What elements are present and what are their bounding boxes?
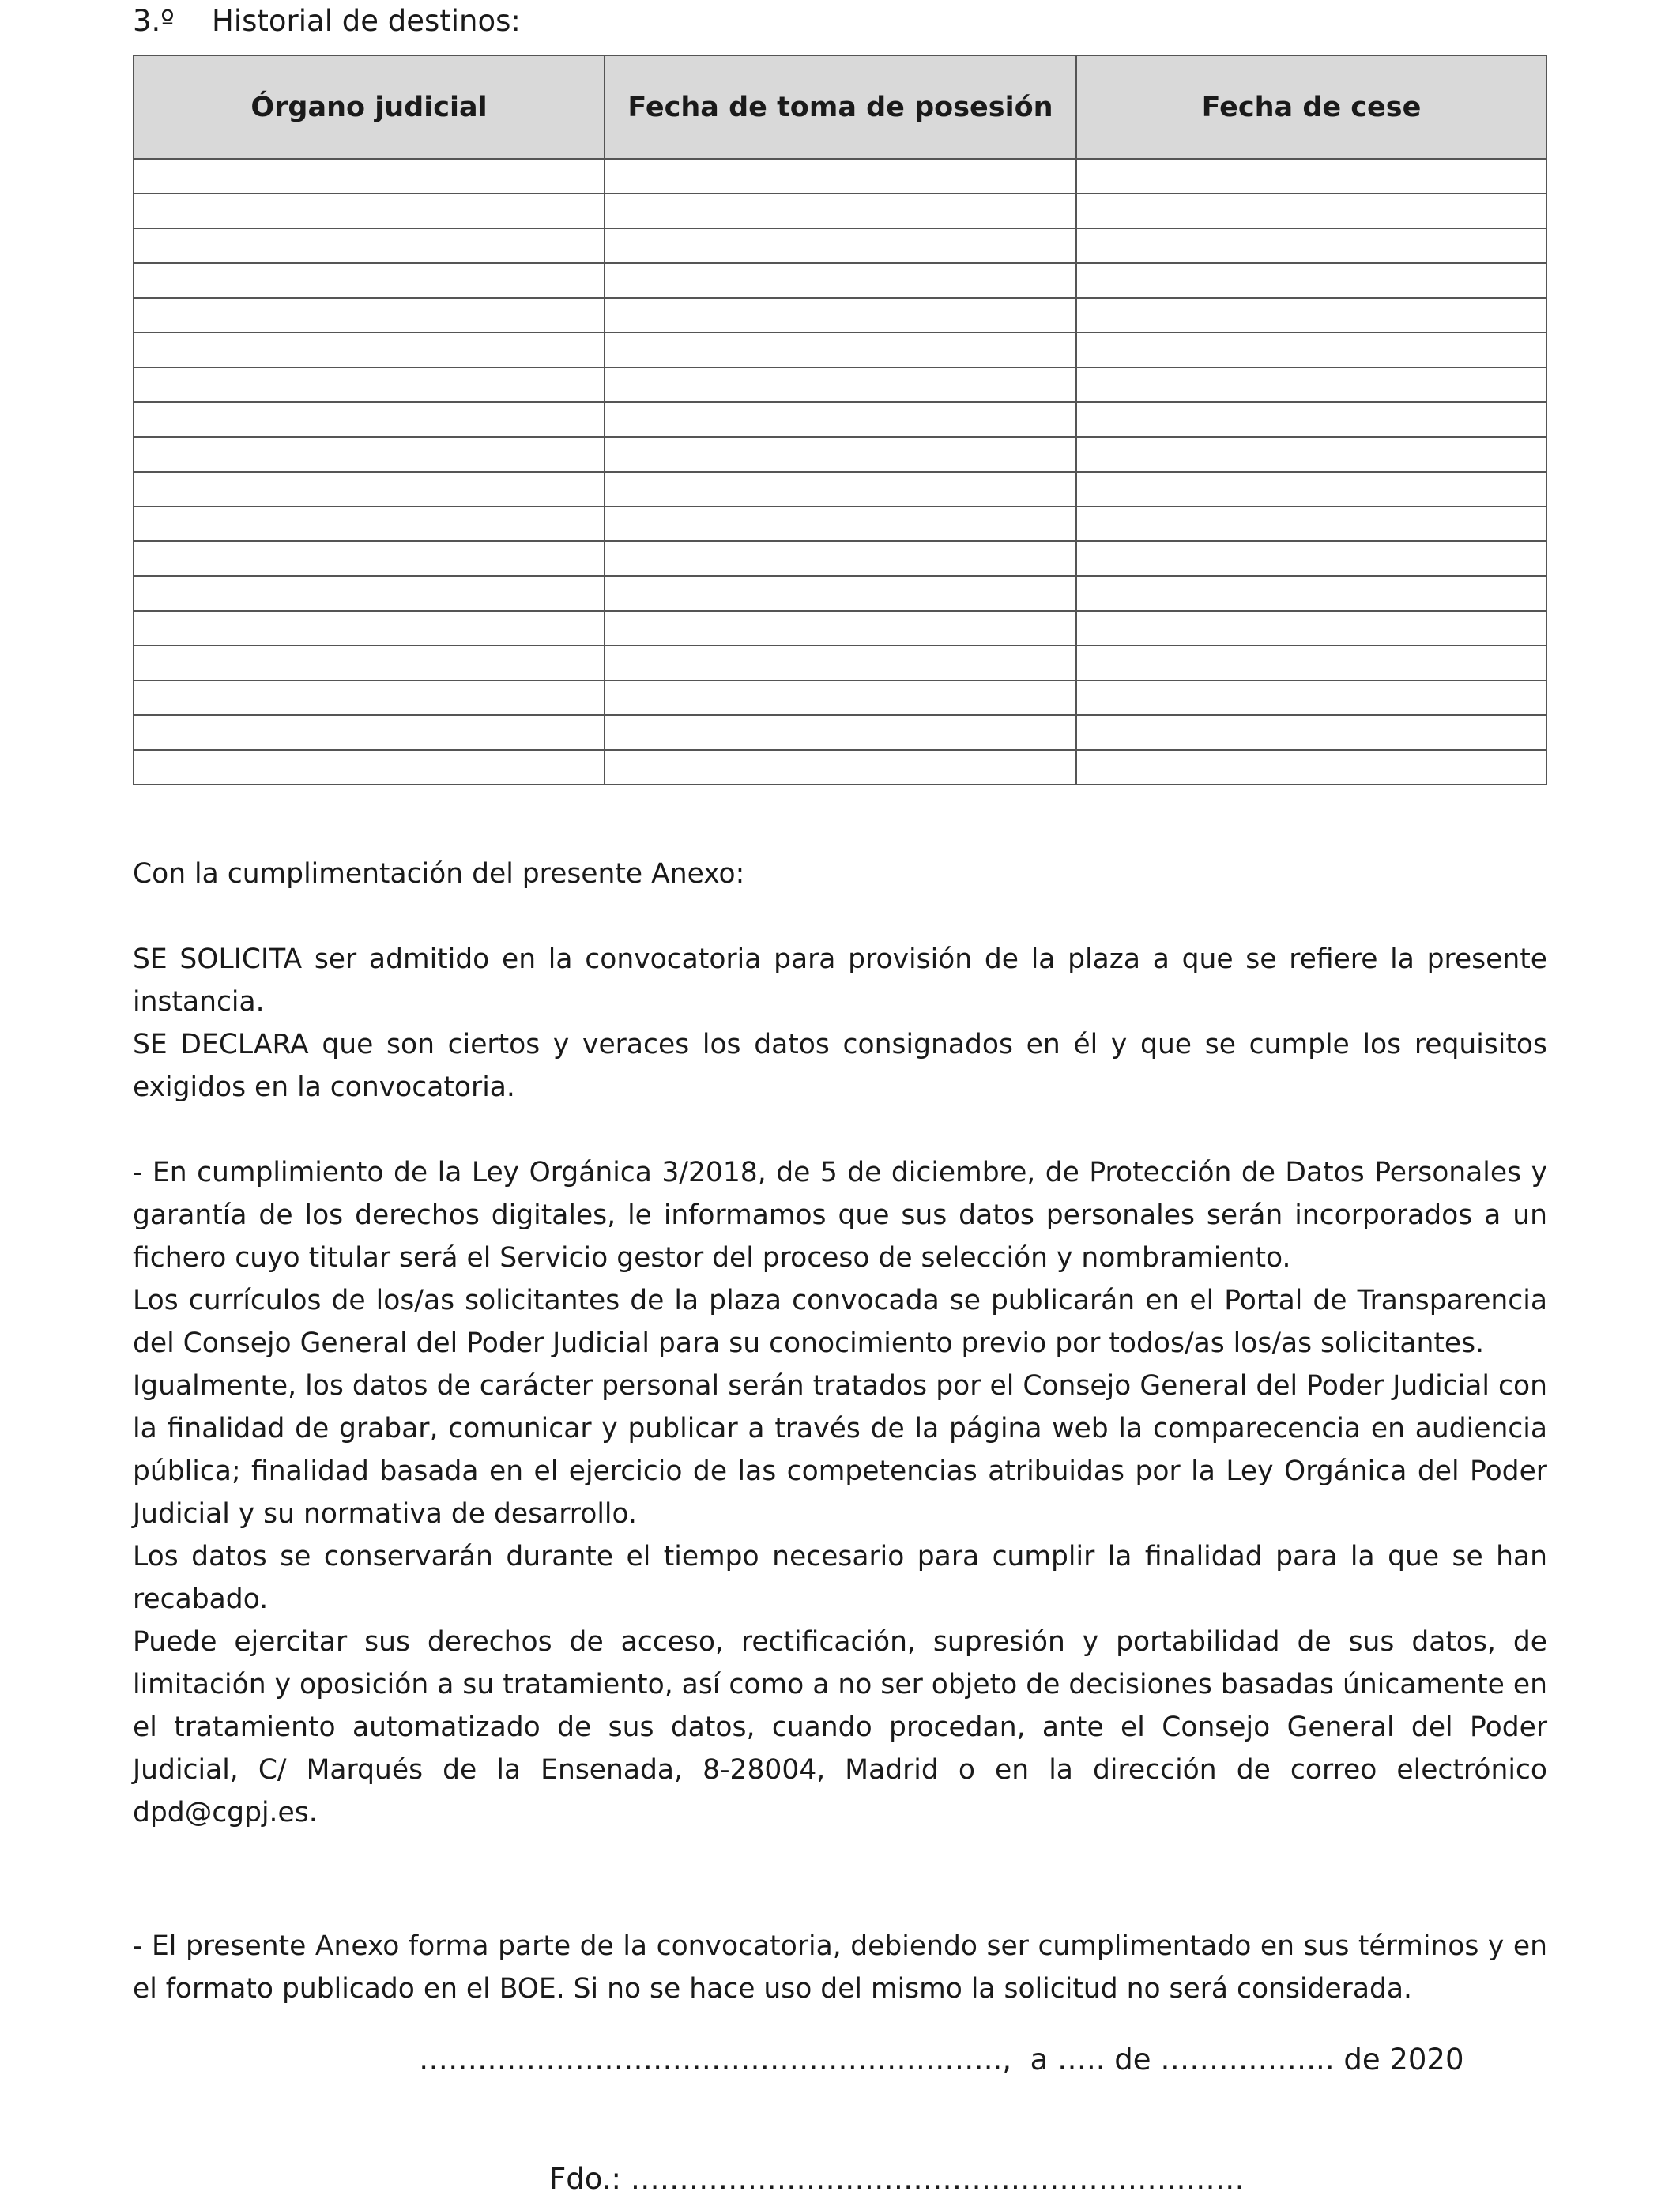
- header-fecha-toma-posesion: Fecha de toma de posesión: [605, 55, 1076, 159]
- table-cell[interactable]: [134, 194, 605, 228]
- table-row: [134, 159, 1546, 194]
- table-cell[interactable]: [134, 750, 605, 785]
- section-heading: [133, 2, 521, 41]
- table-row: [134, 646, 1546, 680]
- table-cell[interactable]: [605, 576, 1076, 611]
- annex-note-text: - El presente Anexo forma parte de la convocatoria, debiendo ser cumplimentado en sus términos y en el formato publicado en el BOE. Si no se hace uso del mismo la solicitud no será considerada.: [133, 1930, 1547, 2005]
- table-row: [134, 263, 1546, 298]
- table-cell[interactable]: [1076, 680, 1546, 715]
- table-cell[interactable]: [605, 333, 1076, 367]
- table-cell[interactable]: [134, 472, 605, 506]
- table-row: [134, 506, 1546, 541]
- intro-paragraph: [133, 853, 1547, 895]
- section-title: Historial de destinos:: [212, 4, 521, 38]
- table-cell[interactable]: [605, 506, 1076, 541]
- table-row: [134, 680, 1546, 715]
- table-cell[interactable]: [1076, 541, 1546, 576]
- table-cell[interactable]: [605, 437, 1076, 472]
- annex-note-block: [133, 1925, 1547, 2010]
- table-cell[interactable]: [1076, 646, 1546, 680]
- table-cell[interactable]: [1076, 194, 1546, 228]
- table-cell[interactable]: [605, 541, 1076, 576]
- table-cell[interactable]: [605, 611, 1076, 646]
- table-cell[interactable]: [134, 541, 605, 576]
- solicita-text: SE SOLICITA ser admitido en la convocatoria para provisión de la plaza a que se refiere la presente instancia.: [133, 943, 1547, 1018]
- table-cell[interactable]: [605, 402, 1076, 437]
- table-cell[interactable]: [134, 402, 605, 437]
- table-row: [134, 333, 1546, 367]
- table-cell[interactable]: [605, 194, 1076, 228]
- table-row: [134, 437, 1546, 472]
- table-header-row: [134, 55, 1546, 159]
- section-number: 3.º: [133, 4, 175, 38]
- table-cell[interactable]: [1076, 159, 1546, 194]
- table-cell[interactable]: [1076, 576, 1546, 611]
- table-cell[interactable]: [1076, 750, 1546, 785]
- table-cell[interactable]: [134, 263, 605, 298]
- table-row: [134, 472, 1546, 506]
- table-cell[interactable]: [1076, 298, 1546, 333]
- table-cell[interactable]: [605, 750, 1076, 785]
- table-cell[interactable]: [605, 715, 1076, 750]
- place-date-line: …………………………………………….…….., a ….. de ……………... de 2020: [419, 2043, 1464, 2077]
- table-cell[interactable]: [1076, 402, 1546, 437]
- data-protection-block: [133, 1151, 1547, 1834]
- table-cell[interactable]: [1076, 437, 1546, 472]
- table-cell[interactable]: [1076, 367, 1546, 402]
- privacy-retention-text: Los datos se conservarán durante el tiempo necesario para cumplir la finalidad para la que se han recabado.: [133, 1541, 1547, 1615]
- destinations-history-table: [133, 55, 1547, 785]
- table-cell[interactable]: [1076, 263, 1546, 298]
- privacy-treatment-text: Igualmente, los datos de carácter personal serán tratados por el Consejo General del Poder Judicial con la finalidad de grabar, comunicar y publicar a través de la página web la comparecencia en audiencia pública; finalidad basada en el ejercicio de las competencias atribuidas por la Ley Orgánica del Poder Judicial y su normativa de desarrollo.: [133, 1370, 1547, 1530]
- table-cell[interactable]: [134, 159, 605, 194]
- table-cell[interactable]: [1076, 506, 1546, 541]
- table-cell[interactable]: [134, 228, 605, 263]
- intro-text: Con la cumplimentación del presente Anexo:: [133, 858, 745, 890]
- table-cell[interactable]: [134, 715, 605, 750]
- table-row: [134, 298, 1546, 333]
- table-cell[interactable]: [1076, 715, 1546, 750]
- table-cell[interactable]: [605, 646, 1076, 680]
- table-cell[interactable]: [605, 680, 1076, 715]
- table-cell[interactable]: [605, 228, 1076, 263]
- table-cell[interactable]: [1076, 472, 1546, 506]
- table-cell[interactable]: [605, 298, 1076, 333]
- table-row: [134, 367, 1546, 402]
- header-fecha-cese: Fecha de cese: [1076, 55, 1546, 159]
- table-row: [134, 750, 1546, 785]
- table-cell[interactable]: [134, 506, 605, 541]
- table-row: [134, 194, 1546, 228]
- table-row: [134, 402, 1546, 437]
- table-row: [134, 576, 1546, 611]
- table-row: [134, 228, 1546, 263]
- table-cell[interactable]: [605, 263, 1076, 298]
- privacy-rights-text: Puede ejercitar sus derechos de acceso, rectificación, supresión y portabilidad de sus datos, de limitación y oposición a su tratamiento, así como a no ser objeto de decisiones basadas únicamente en el tratamiento automatizado de sus datos, cuando procedan, ante el Consejo General del Poder Judicial, C/ Marqués de la Ensenada, 8-28004, Madrid o en la dirección de correo electrónico dpd@cgpj.es.: [133, 1626, 1547, 1828]
- declarations-block: [133, 938, 1547, 1109]
- table-cell[interactable]: [1076, 611, 1546, 646]
- table-cell[interactable]: [134, 611, 605, 646]
- declara-text: SE DECLARA que son ciertos y veraces los datos consignados en él y que se cumple los requisitos exigidos en la convocatoria.: [133, 1029, 1547, 1103]
- table-cell[interactable]: [134, 680, 605, 715]
- table-cell[interactable]: [134, 576, 605, 611]
- table-cell[interactable]: [605, 367, 1076, 402]
- table-cell[interactable]: [134, 333, 605, 367]
- table-row: [134, 541, 1546, 576]
- table-cell[interactable]: [134, 437, 605, 472]
- table-cell[interactable]: [134, 646, 605, 680]
- table-row: [134, 611, 1546, 646]
- table-row: [134, 715, 1546, 750]
- header-organo-judicial: Órgano judicial: [134, 55, 605, 159]
- privacy-curricula-text: Los currículos de los/as solicitantes de la plaza convocada se publicarán en el Portal de Transparencia del Consejo General del Poder Judicial para su conocimiento previo por todos/as los/as solicitantes.: [133, 1285, 1547, 1359]
- table-cell[interactable]: [1076, 333, 1546, 367]
- table-cell[interactable]: [134, 298, 605, 333]
- privacy-law-text: - En cumplimiento de la Ley Orgánica 3/2018, de 5 de diciembre, de Protección de Datos Personales y garantía de los derechos digitales, le informamos que sus datos personales serán incorporados a un fichero cuyo titular será el Servicio gestor del proceso de selección y nombramiento.: [133, 1157, 1547, 1274]
- signature-line: Fdo.: ………………………………………………………: [549, 2162, 1245, 2196]
- table-cell[interactable]: [605, 472, 1076, 506]
- table-body: [134, 159, 1546, 785]
- table-cell[interactable]: [605, 159, 1076, 194]
- table-cell[interactable]: [1076, 228, 1546, 263]
- table-cell[interactable]: [134, 367, 605, 402]
